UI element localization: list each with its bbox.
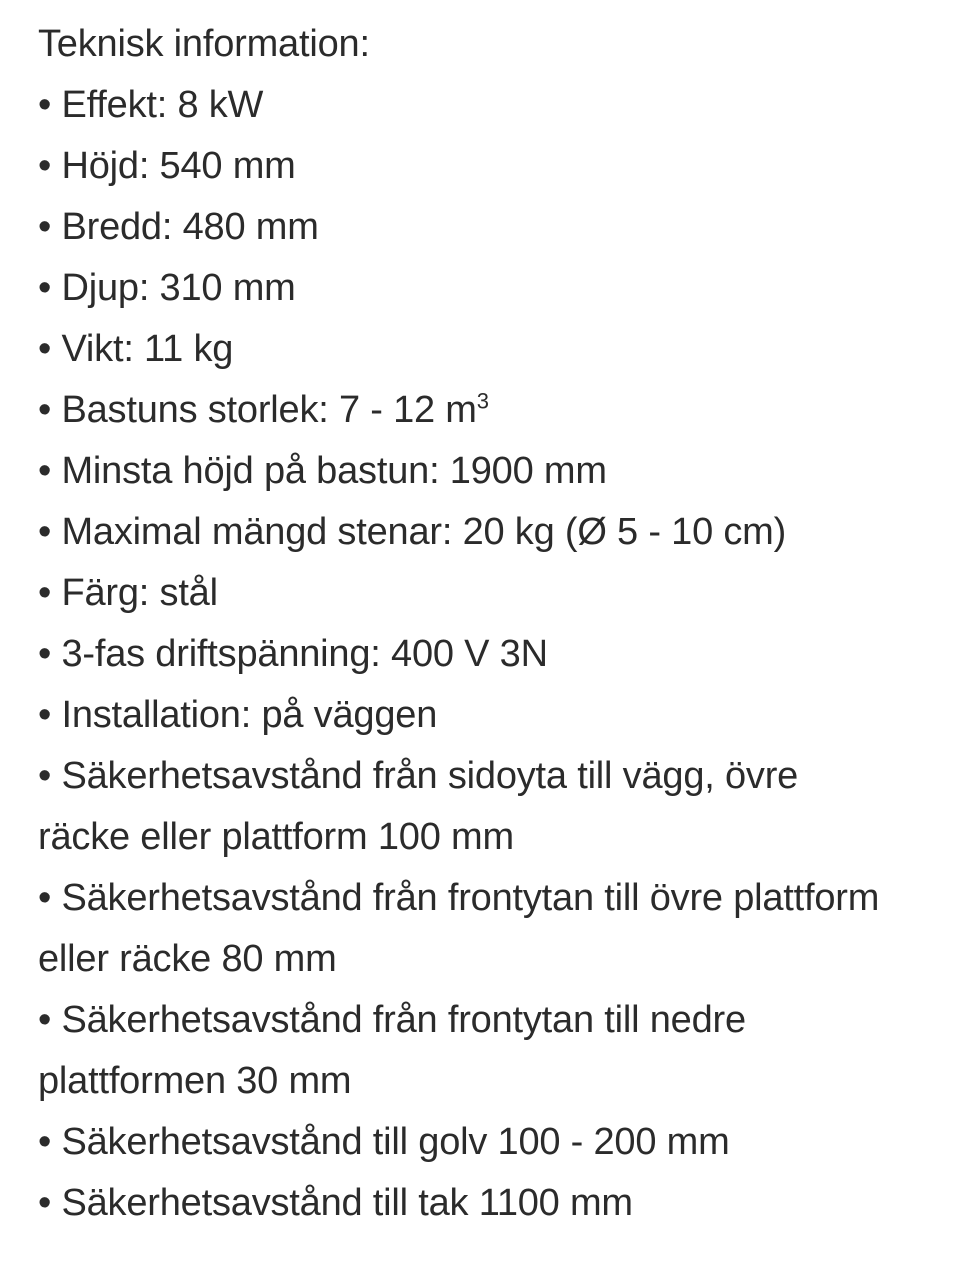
bullet-icon: •: [38, 450, 62, 492]
spec-item-label: Installation: på väggen: [61, 694, 438, 736]
spec-list-item: [38, 563, 900, 624]
bullet-icon: •: [38, 145, 62, 187]
bullet-icon: •: [38, 328, 62, 370]
spec-item-label: Säkerhetsavstånd från sidoyta till vägg, övre räcke eller plattform 100 mm: [38, 755, 799, 858]
spec-item-label: Säkerhetsavstånd till tak 1100 mm: [61, 1182, 633, 1224]
spec-item-label: Djup: 310 mm: [61, 267, 296, 309]
bullet-icon: •: [38, 1182, 62, 1224]
spec-item-label: Säkerhetsavstånd till golv 100 - 200 mm: [61, 1121, 730, 1163]
spec-list-item: [38, 990, 900, 1112]
spec-list-item: [38, 624, 900, 685]
spec-list-item: [38, 868, 900, 990]
spec-item-label: Maximal mängd stenar: 20 kg (Ø 5 - 10 cm): [61, 511, 787, 553]
spec-list-item: [38, 441, 900, 502]
spec-list-item: [38, 746, 900, 868]
spec-list-item: [38, 258, 900, 319]
bullet-icon: •: [38, 572, 62, 614]
spec-item-label: Minsta höjd på bastun: 1900 mm: [61, 450, 607, 492]
spec-list-item: [38, 685, 900, 746]
spec-list-item: [38, 1112, 900, 1173]
spec-list-item: [38, 136, 900, 197]
bullet-icon: •: [38, 755, 62, 797]
bullet-icon: •: [38, 206, 62, 248]
spec-item-label: Säkerhetsavstånd från frontytan till övre plattform eller räcke 80 mm: [38, 877, 880, 980]
bullet-icon: •: [38, 267, 62, 309]
bullet-icon: •: [38, 877, 62, 919]
bullet-icon: •: [38, 389, 62, 431]
spec-list-item: [38, 319, 900, 380]
spec-item-label: Vikt: 11 kg: [61, 328, 234, 370]
spec-list-item: [38, 380, 900, 441]
spec-item-label: Säkerhetsavstånd från frontytan till nedre plattformen 30 mm: [38, 999, 746, 1102]
bullet-icon: •: [38, 511, 62, 553]
bullet-icon: •: [38, 633, 62, 675]
spec-item-label: Färg: stål: [61, 572, 218, 614]
bullet-icon: •: [38, 999, 62, 1041]
bullet-icon: •: [38, 84, 62, 126]
bullet-icon: •: [38, 1121, 62, 1163]
spec-list-item: [38, 502, 900, 563]
spec-item-label: Bastuns storlek: 7 - 12 $m^3$: [61, 388, 489, 431]
bullet-icon: •: [38, 694, 62, 736]
spec-list-item: [38, 197, 900, 258]
spec-item-label: Höjd: 540 mm: [61, 145, 296, 187]
page-title: Teknisk information:: [38, 23, 370, 65]
spec-item-label: Effekt: 8 kW: [61, 84, 264, 126]
specification-list: [38, 75, 900, 1234]
cubic-exponent: 3: [476, 388, 489, 414]
spec-list-item: [38, 1173, 900, 1234]
spec-item-label: 3-fas driftspänning: 400 V 3N: [61, 633, 548, 675]
spec-list-item: [38, 75, 900, 136]
spec-item-label: Bredd: 480 mm: [61, 206, 319, 248]
